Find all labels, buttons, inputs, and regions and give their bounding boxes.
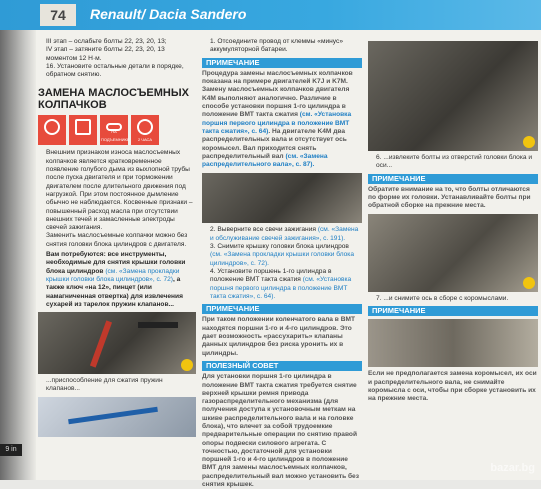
note-text: При таком положении коленчатого вала в ВМТ находятся поршни 1-го и 4-го цилиндров. Это дает возможность «рассухарить» клапаны данных цилиндров без риска уронить их в цилиндры. [202,316,355,357]
gear-icon [38,115,66,145]
photo-caption: 6. ...извлеките болты из отверстий головки блока и оси... [376,154,533,170]
tool-photo-2 [38,397,196,437]
engine-photo-1 [202,173,362,223]
page-header [0,0,541,30]
rocker-shaft-photo [368,319,538,367]
page-number: 74 [40,4,76,26]
tip-header: ПОЛЕЗНЫЙ СОВЕТ [202,361,362,371]
intro-text-2: Заменить маслосъемные колпачки можно без снятия головки блока цилиндров с двигателя. [46,232,188,248]
photo-badge-icon [523,277,535,289]
note-header: ПРИМЕЧАНИЕ [202,304,362,314]
step-text: 1. Отсоедините провод от клеммы «минус» аккумуляторной батареи. [210,38,343,54]
column-left [38,38,196,440]
engine-photo-3 [368,214,538,292]
watermark: bazar.bg [490,462,535,474]
difficulty-icons [38,115,196,145]
tip-text: Для установки поршня 1-го цилиндра в положение ВМТ такта сжатия требуется снятие верхней крышки ремня привода газораспределительного механизма (для получения доступа к установочным меткам на шкиве распределительного вала и на головке блока), что влечет за собой трудоемкие предварительные операции по снятию правой опоры подвески силового агрегата. С точностью, достаточной для установки поршней 1-го и 4-го цилиндров в положение ВМТ для замены маслосъемных колпачков, распределительный вал можно установить без снятия крышек. [202,373,359,489]
photo-badge-icon [523,136,535,148]
step-text: 4. Установите поршень 1-го цилиндра в положение ВМТ такта сжатия (см. «Установка поршня первого цилиндра в положение ВМТ такта сжатия», с. 64). [210,267,352,300]
step-text: IV этап – затяните болты 22, 23, 20, 13 моментом 12 Н·м. [46,46,165,62]
note-header: ПРИМЕЧАНИЕ [368,306,538,316]
engine-photo-2 [368,41,538,151]
step-text: 3. Снимите крышку головки блока цилиндров (см. «Замена прокладки крышки головки блока цилиндров», с. 72). [210,243,354,267]
photo-caption: ...приспособление для сжатия пружин клапанов... [46,377,163,393]
wrench-icon [69,115,97,145]
step-text: 16. Установите остальные детали в порядке, обратном снятию. [46,62,184,79]
note-text: Обратите внимание на то, что болты отличаются по форме их головки. Устанавливайте болты при обратной сборке на прежние места. [368,185,531,210]
step-text: 2. Выверните все свечи зажигания (см. «Замена и обслуживание свечей зажигания», с. 191). [210,226,359,242]
note-header: ПРИМЕЧАНИЕ [202,58,362,68]
tools-photo [38,312,196,374]
intro-text: Внешним признаком износа маслосъемных колпачков является кратковременное появление голубого дыма из выхлопной трубы после пуска двигателя и при торможении двигателем после длительного движения под нагрузкой. При этом постоянное дымление обычно не наблюдается. Косвенные признаки – повышенный расход масла при отсутствии внешних течей и замасленные электроды свечей зажигания. [46,149,193,232]
side-tag: 9 in [0,444,22,456]
photo-caption: 7. ...и снимите ось в сборе с коромыслами. [376,294,509,302]
clock-icon: 2 ЧАСА [131,115,159,145]
car-icon: НА ПОДЪЕМНИКЕ [100,115,128,145]
step-text: III этап – ослабьте болты 22, 23, 20, 13; [46,38,167,45]
column-middle [202,38,362,489]
book-title: Renault/ Dacia Sandero [90,6,247,22]
section-title: ЗАМЕНА МАСЛОСЪЕМНЫХ КОЛПАЧКОВ [38,87,189,112]
note-header: ПРИМЕЧАНИЕ [368,174,538,184]
note-text: Процедура замены маслосъемных колпачков показана на примере двигателей K7J и K7M. Замену маслосъемных колпачков двигателя K4M выполняют аналогично. Различие в способе установки поршня 1-го цилиндра в положение ВМТ такта сжатия (см. «Установка поршня первого цилиндра в положение ВМТ такта сжатия», с. 64). На двигателе K4M два распределительных вала и отсутствует ось коромысел. Вал приходится снять распределительный вал (см. «Замена распределительного вала», с. 87). [202,69,353,169]
note-text: Если не предполагается замена коромысел, их оси и распределительного вала, не снимайте коромысла с оси, чтобы при сборке установить их на прежние места. [368,370,537,403]
page-gutter-shadow [0,30,36,480]
tools-text: Вам потребуются: все инструменты, необходимые для снятия крышки головки блока цилиндров (см. «Замена прокладки крышки головки блока цилиндров», с. 72), а также ключ «на 12», пинцет (или намагниченная отвертка) для извлечения сухарей из тарелок пружин клапанов... [46,251,186,308]
photo-badge-icon [181,359,193,371]
column-right [368,38,538,404]
